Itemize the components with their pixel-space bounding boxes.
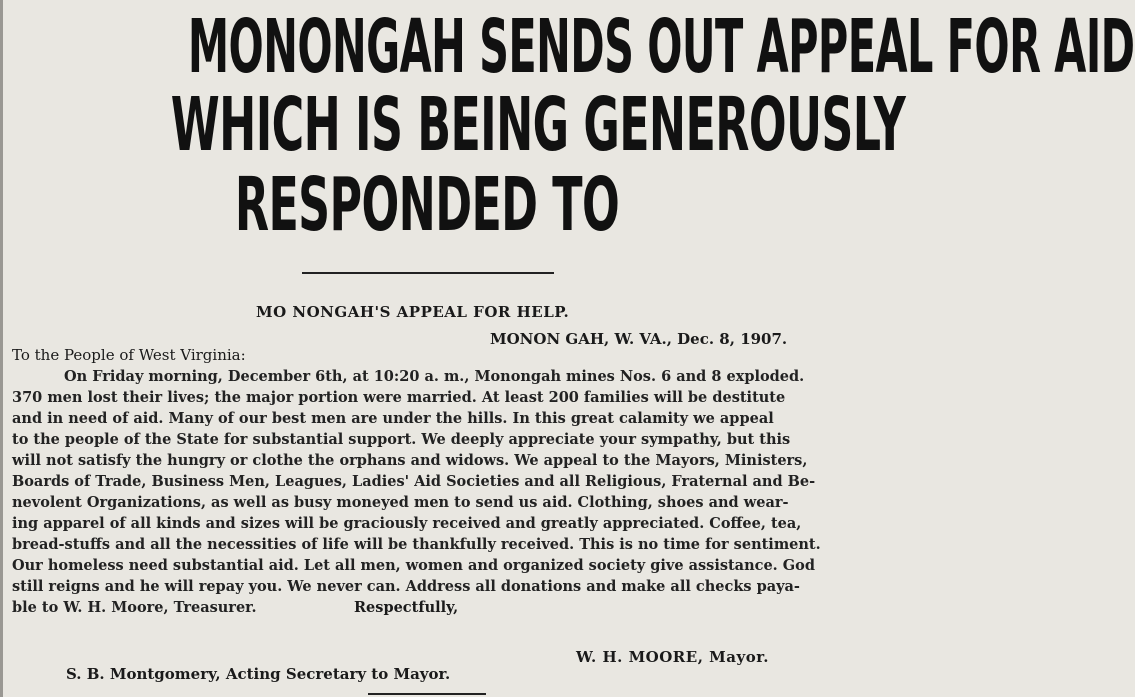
body-line: 370 men lost their lives; the major portion were married. At least 200 families will be destitute [12,389,786,406]
body-line: to the people of the State for substantial support. We deeply appreciate your sympathy, but this [12,431,791,448]
closing-respectfully: Respectfully, [354,599,459,616]
headline-line-3: RESPONDED TO [234,162,620,248]
section-divider [302,272,554,274]
body-line: nevolent Organizations, as well as busy moneyed men to send us aid. Clothing, shoes and wear- [12,494,789,511]
bottom-divider [368,693,486,695]
article-dateline: MONON GAH, W. VA., Dec. 8, 1907. [490,330,788,348]
body-line: will not satisfy the hungry or clothe the orphans and widows. We appeal to the Mayors, Ministers, [12,452,808,469]
salutation: To the People of West Virginia: [12,346,246,364]
body-line: ble to W. H. Moore, Treasurer. [12,599,257,616]
body-line: On Friday morning, December 6th, at 10:20 a. m., Monongah mines Nos. 6 and 8 exploded. [64,368,805,385]
body-line: bread-stuffs and all the necessities of life will be thankfully received. This is no time for sentiment. [12,536,821,553]
body-line: Our homeless need substantial aid. Let all men, women and organized society give assistance. God [12,557,815,574]
body-line: Boards of Trade, Business Men, Leagues, Ladies' Aid Societies and all Religious, Fraternal and Be- [12,473,816,490]
body-line: still reigns and he will repay you. We never can. Address all donations and make all checks paya- [12,578,800,595]
headline-line-1: MONONGAH SENDS OUT APPEAL FOR AID [187,4,1135,90]
article-subhead: MO NONGAH'S APPEAL FOR HELP. [256,303,570,321]
body-line: ing apparel of all kinds and sizes will be graciously received and greatly appreciated. Coffee, tea, [12,515,802,532]
secretary-signature: S. B. Montgomery, Acting Secretary to Mayor. [66,665,451,683]
headline-line-2: WHICH IS BEING GENEROUSLY [170,82,906,168]
mayor-signature: W. H. MOORE, Mayor. [576,648,769,666]
body-line: and in need of aid. Many of our best men are under the hills. In this great calamity we appeal [12,410,774,427]
clipping-edge [0,0,3,697]
